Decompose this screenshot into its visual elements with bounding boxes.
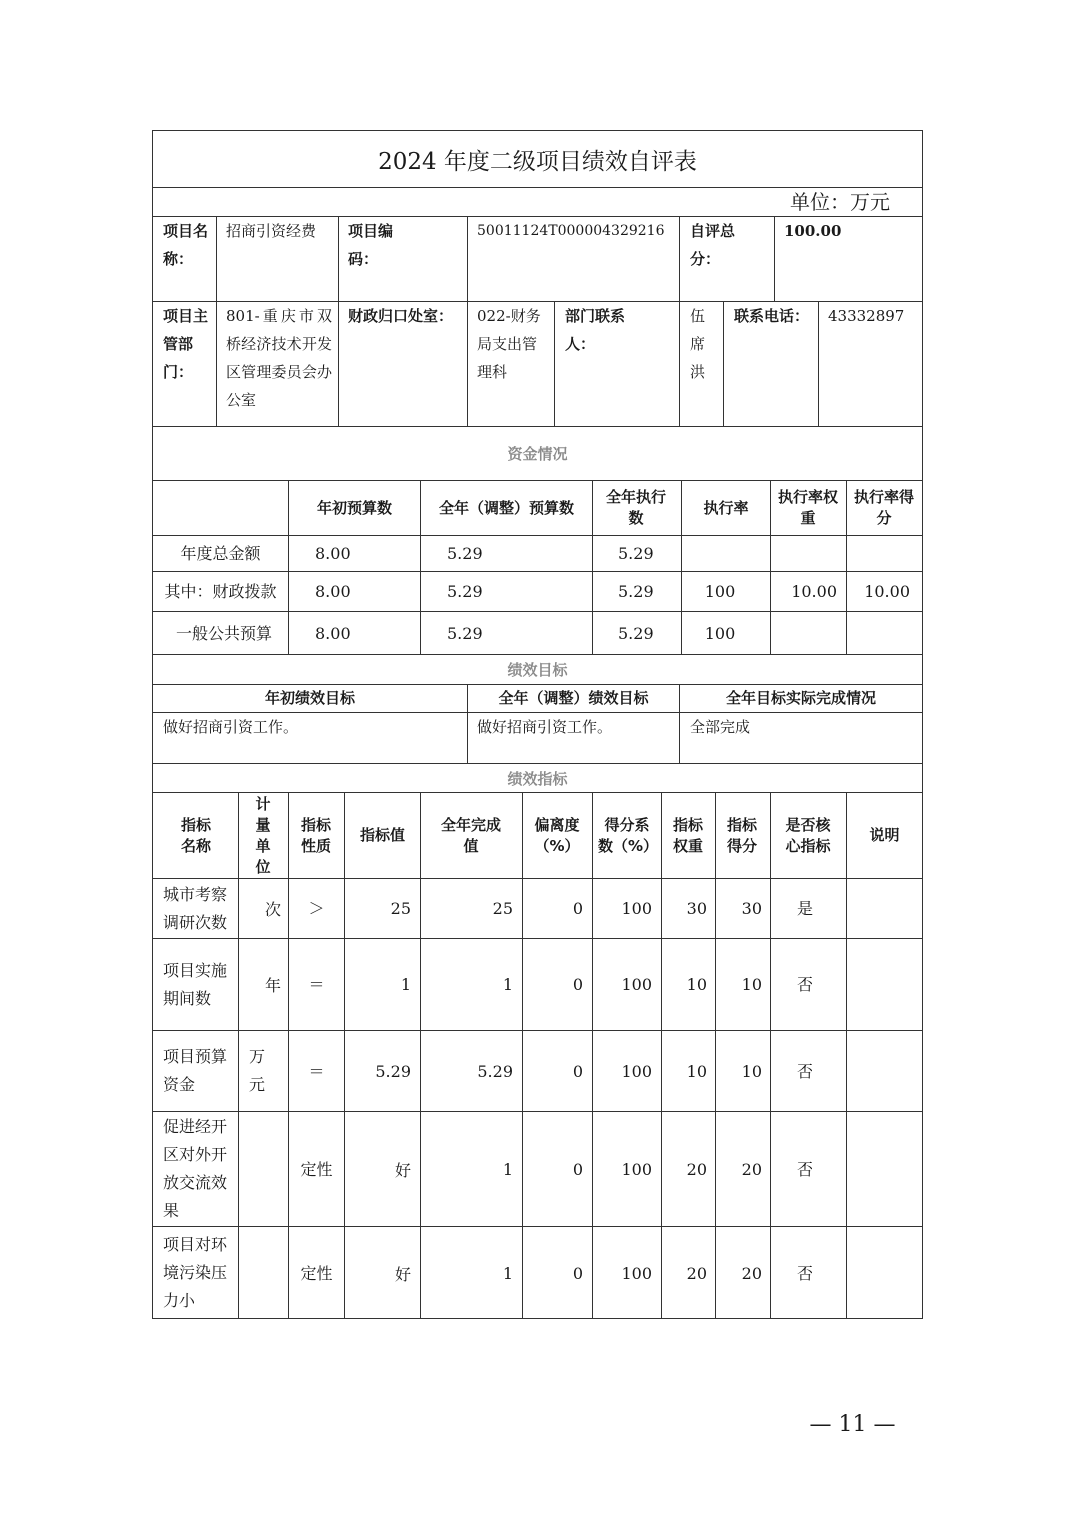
page-title: 2024 年度二级项目绩效自评表 — [378, 148, 697, 175]
phone-value: 43332897 — [828, 307, 905, 325]
dept-value: 801-重庆市双桥经济技术开发区管理委员会办公室 — [226, 307, 332, 409]
ind-score: 20 — [741, 1159, 762, 1179]
ind-name: 促进经开区对外开放交流效果 — [163, 1117, 228, 1220]
funds-row-value: 5.29 — [447, 623, 483, 643]
ind-deviation: 0 — [572, 1263, 583, 1283]
funds-row-value: 5.29 — [618, 582, 654, 601]
funds-header-score: 执行率得分 — [854, 488, 915, 527]
ind-core: 否 — [796, 975, 813, 994]
ind-target: 5.29 — [375, 1061, 411, 1081]
ind-unit: 次 — [264, 900, 281, 919]
funds-row-value: 8.00 — [315, 544, 351, 563]
ind-nature: ＝ — [308, 975, 325, 994]
ind-name: 项目实施期间数 — [163, 960, 228, 1008]
unit-label: 单位：万元 — [790, 190, 890, 214]
ind-nature: 定性 — [300, 1159, 333, 1179]
ind-deviation: 0 — [572, 1159, 583, 1179]
finance-value: 022-财务局支出管理科 — [477, 307, 541, 381]
ind-header-note: 说明 — [869, 826, 900, 844]
funds-row-label: 一般公共预算 — [175, 623, 272, 643]
project-name-label: 项目名称： — [163, 222, 209, 268]
funds-header-weight: 执行率权重 — [778, 488, 839, 527]
ind-coef: 100 — [621, 1159, 652, 1179]
ind-coef: 100 — [621, 1263, 652, 1283]
ind-target: 好 — [394, 1160, 411, 1180]
ind-score: 10 — [741, 1061, 762, 1081]
ind-score: 10 — [741, 975, 762, 994]
dept-label: 项目主管部门： — [163, 307, 209, 381]
ind-target: 25 — [390, 899, 411, 918]
ind-deviation: 0 — [572, 899, 583, 918]
funds-row-value: 10.00 — [791, 582, 837, 601]
funds-row-value: 100 — [704, 623, 736, 643]
project-code-value: 50011124T000004329216 — [477, 223, 665, 239]
ind-target: 好 — [394, 1264, 411, 1284]
ind-note — [856, 879, 916, 938]
ind-note — [856, 1031, 916, 1111]
ind-name: 项目对环境污染压力小 — [163, 1235, 228, 1310]
ind-name: 项目预算资金 — [163, 1047, 228, 1094]
ind-unit: 万元 — [249, 1047, 266, 1094]
funds-row-value — [847, 612, 910, 654]
ind-header-weight: 指标权重 — [672, 815, 703, 855]
funds-row-value: 8.00 — [315, 623, 351, 643]
ind-header-core: 是否核心指标 — [785, 815, 831, 855]
finance-label: 财政归口处室： — [348, 307, 454, 325]
ind-actual: 5.29 — [477, 1061, 513, 1081]
ind-deviation: 0 — [572, 1061, 583, 1081]
goals-section-title: 绩效目标 — [507, 661, 568, 679]
score-label: 自评总分： — [690, 222, 736, 268]
goals-value-adjusted: 做好招商引资工作。 — [477, 718, 613, 736]
ind-weight: 10 — [686, 1061, 707, 1081]
funds-header-executed: 全年执行数 — [605, 488, 666, 527]
funds-row-value — [771, 612, 837, 654]
ind-nature: 定性 — [300, 1263, 333, 1283]
ind-nature: ＝ — [308, 1061, 325, 1081]
ind-nature: ＞ — [308, 899, 325, 918]
funds-header-initial: 年初预算数 — [316, 498, 392, 517]
goals-value-initial: 做好招商引资工作。 — [163, 718, 299, 736]
ind-header-score: 指标得分 — [726, 815, 757, 855]
funds-header-adjusted: 全年（调整）预算数 — [438, 498, 574, 517]
funds-section-title: 资金情况 — [507, 445, 568, 463]
funds-row-label: 其中：财政拨款 — [164, 582, 277, 601]
contact-value: 伍席洪 — [690, 307, 706, 381]
goals-value-actual: 全部完成 — [690, 718, 751, 736]
ind-header-deviation: 偏离度（%） — [534, 815, 580, 855]
ind-coef: 100 — [621, 1061, 652, 1081]
ind-score: 20 — [741, 1263, 762, 1283]
ind-core: 否 — [796, 1263, 813, 1283]
ind-actual: 1 — [502, 975, 513, 994]
page-number: — 11 — — [809, 1412, 896, 1437]
funds-row-value — [847, 536, 910, 571]
ind-score: 30 — [741, 899, 762, 918]
goals-header-actual: 全年目标实际完成情况 — [725, 689, 876, 707]
funds-row-value: 10.00 — [864, 582, 910, 601]
phone-label: 联系电话： — [734, 307, 810, 325]
goals-header-initial: 年初绩效目标 — [264, 689, 355, 707]
indicators-section-title: 绩效指标 — [507, 769, 568, 788]
ind-name: 城市考察调研次数 — [163, 884, 228, 932]
ind-header-actual: 全年完成值 — [441, 815, 502, 855]
project-name-value: 招商引资经费 — [226, 222, 317, 240]
funds-row-label: 年度总金额 — [180, 544, 261, 563]
ind-note — [856, 939, 916, 1030]
funds-header-rate: 执行率 — [703, 498, 749, 517]
ind-actual: 25 — [492, 899, 513, 918]
ind-actual: 1 — [502, 1159, 513, 1179]
ind-core: 否 — [796, 1159, 813, 1179]
funds-row-value: 5.29 — [447, 544, 483, 563]
funds-row-value: 5.29 — [618, 544, 654, 563]
ind-header-target: 指标值 — [359, 826, 405, 844]
funds-row-value — [682, 536, 758, 571]
ind-actual: 1 — [502, 1263, 513, 1283]
ind-unit: 年 — [264, 976, 281, 995]
ind-weight: 20 — [686, 1159, 707, 1179]
ind-header-coef: 得分系数（%） — [598, 815, 659, 855]
ind-unit — [239, 1112, 281, 1226]
ind-core: 是 — [796, 899, 813, 918]
goals-header-adjusted: 全年（调整）绩效目标 — [498, 689, 649, 707]
ind-header-unit: 计量单位 — [255, 794, 271, 876]
ind-weight: 20 — [686, 1263, 707, 1283]
ind-deviation: 0 — [572, 975, 583, 994]
ind-target: 1 — [400, 975, 411, 994]
score-value: 100.00 — [784, 222, 842, 240]
ind-core: 否 — [796, 1061, 813, 1081]
ind-weight: 10 — [686, 975, 707, 994]
ind-weight: 30 — [686, 899, 707, 918]
ind-note — [856, 1112, 916, 1226]
project-code-label: 项目编码： — [348, 222, 394, 268]
funds-row-value: 100 — [704, 582, 736, 601]
funds-row-value — [771, 536, 837, 571]
ind-note — [856, 1227, 916, 1319]
ind-coef: 100 — [621, 899, 652, 918]
ind-header-nature: 指标性质 — [300, 815, 331, 855]
funds-row-value: 5.29 — [618, 623, 654, 643]
funds-row-value: 5.29 — [447, 582, 483, 601]
contact-label: 部门联系人： — [565, 307, 626, 353]
funds-row-value: 8.00 — [315, 582, 351, 601]
ind-unit — [239, 1227, 281, 1319]
ind-coef: 100 — [621, 975, 652, 994]
ind-header-name: 指标名称 — [180, 815, 211, 855]
